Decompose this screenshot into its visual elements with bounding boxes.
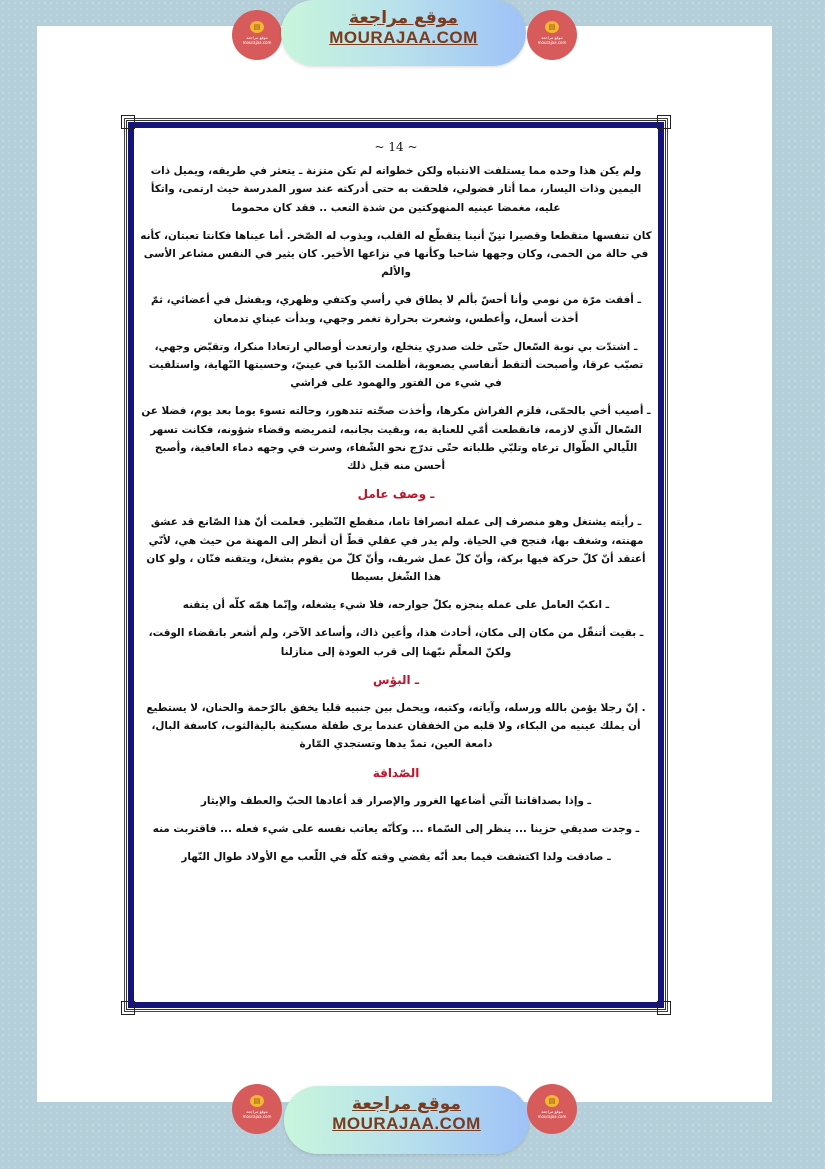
paragraph: ـ انكبّ العامل على عمله ينجزه بكلّ جوارحه، فلا شيء يشغله، وإنّما همّه كلّه أن يتقنه	[182, 599, 610, 612]
paragraph: ـ صادقت ولدا اكتشفت فيما بعد أنّه يقضي وقته كلّه في اللّعب مع الأولاد طوال النّهار	[181, 851, 611, 864]
document-content	[140, 138, 652, 877]
brand-logo-left[interactable]	[232, 1084, 282, 1134]
book-icon: ▤	[545, 21, 559, 33]
brand-domain[interactable]: MOURAJAA.COM	[332, 1114, 481, 1133]
brand-logo-left[interactable]	[232, 10, 282, 60]
frame-corner-ornament	[657, 115, 671, 129]
frame-corner-ornament	[121, 1001, 135, 1015]
frame-corner-ornament	[121, 115, 135, 129]
paragraph: ولم يكن هذا وحده مما يستلفت الانتباه ولكن خطواته لم تكن متزنة ـ يتعثر في طريقه، ويميل ذات اليمين وذات اليسار، مما أثار فضولي، فلحقت به حتى أدركته عند سور المدرسة حيث ارتمى، واتكأ عليه، مغمضا عينيه المنهوكتين من شدة التعب .. فقد كان محموما	[150, 165, 642, 214]
page-number: ~ 14 ~	[374, 140, 418, 154]
logo-caption-en: mourajaa.com	[242, 1114, 272, 1119]
paragraph: ـ أفقت مرّة من نومي وأنا أحسّ بألم لا يطاق في رأسي وكتفي وظهري، وبفشل في أعضائي، ثمّ أخذت أسعل، وأعطس، وشعرت بحرارة تغمر وجهي، وبدأت عيناي تدمعان	[150, 294, 641, 325]
paragraph: كان تنفسها متقطعا وقصيرا تنِنّ أنينا يتقطّع له القلب، ويذوب له الصّخر. أما عيناها فكانتا تعبتان، كأنه في حالة من الحمى، وكان وجهها شاحبا وكأنها في نزاعها الأخير. كان يثير في النفس مشاعر الأسى والألم	[140, 229, 652, 279]
bottom-brand-banner	[0, 1080, 825, 1150]
book-icon: ▤	[250, 1095, 264, 1107]
top-brand-banner	[0, 0, 825, 70]
logo-caption-ar: موقع مراجعة	[541, 1109, 563, 1114]
paragraph: ـ بقيت أتنقّل من مكان إلى مكان، أحادث هذا، وأعين ذاك، وأساعد الآخر، ولم أشعر بانقضاء الوقت، ولكنّ المعلّم نبّهنا إلى قرب العودة إلى منازلنا	[148, 627, 644, 658]
paragraph: ـ وجدت صديقي حزينا ... ينظر إلى السّماء ... وكأنّه يعاتب نفسه على شيء فعله ... فاقتربت منه	[152, 823, 640, 836]
section-heading: ـ البؤس	[373, 672, 419, 687]
paragraph: ـ اشتدّت بي نوبة السّعال حتّى خلت صدري ينخلع، وارتعدت أوصالي ارتعادا منكرا، وتقبّض وجهي، تصبّب عرقا، وأصبحت ألتقط أنفاسي بصعوبة، أظلمت الدّنيا في عينيّ، وحسبتها النّهاية، واستلقيت في شيء من الفتور والهمود على فراشي	[148, 340, 644, 390]
logo-caption-en: mourajaa.com	[242, 40, 272, 45]
book-icon: ▤	[545, 1095, 559, 1107]
logo-caption-ar: موقع مراجعة	[541, 35, 563, 40]
section-heading: ـ وصف عامل	[357, 487, 435, 502]
brand-logo-right[interactable]	[527, 1084, 577, 1134]
frame-corner-ornament	[657, 1001, 671, 1015]
content-blocks	[140, 162, 652, 866]
brand-logo-right[interactable]	[527, 10, 577, 60]
paragraph: ـ رأيته يشتغل وهو منصرف إلى عمله انصرافا تاما، منقطع النّظير. فعلمت أنّ هذا الصّانع قد عشق مهنته، وشغف بها، فنجح في الحياة. ولم يدر في عقلي قطّ أن أنظر إلى المهنة من حيث هي، لأنّي أعتقد أنّ كلّ حركة فيها بركة، وأنّ كلّ عمل شريف، وأنّ كلّ من يقوم بشغل، ويتقنه فنّان ، ولو كان هذا الشّغل بسيطا	[146, 516, 646, 584]
brand-link[interactable]	[284, 1086, 529, 1154]
paragraph: ـ أصيب أخي بالحمّى، فلزم الفراش مكرها، وأخذت صحّته تتدهور، وحالته تسوء يوما بعد يوم، فضلا عن السّعال الّذي لازمه، فانقطعت أمّي للعناية به، وبقيت بجانبه، لتمريضه وقضاء شؤونه، فكانت تسهر اللّيالي الطّوال ترعاه وتلبّي طلباته حتّى تدرّج نحو الشّفاء، وسرت في وجهه دماء العافية، وأصبح أحسن منه قبل ذلك	[141, 405, 651, 473]
logo-caption-en: mourajaa.com	[537, 40, 567, 45]
logo-caption-en: mourajaa.com	[537, 1114, 567, 1119]
brand-arabic-name[interactable]: موقع مراجعة	[349, 8, 458, 28]
brand-link[interactable]	[281, 0, 526, 66]
paragraph: ـ وإذا بصداقاتنا الّتي أضاعها الغرور والإصرار قد أعادها الحبّ والعطف والإيثار	[200, 794, 592, 807]
paragraph: . إنّ رجلا يؤمن بالله ورسله، وآياته، وكتبه، ويحمل بين جنبيه قلبا يخفق بالرّحمة والحنان، لا يستطيع أن يملك عينيه من البكاء، ولا قلبه من الخفقان عندما يرى طفلة مسكينة باليةالثوب، كاسفة البال، دامعة العين، تمدّ يدها وتستجدي المّارة	[146, 702, 646, 751]
book-icon: ▤	[250, 21, 264, 33]
logo-caption-ar: موقع مراجعة	[246, 1109, 268, 1114]
brand-arabic-name[interactable]: موقع مراجعة	[352, 1094, 461, 1114]
logo-caption-ar: موقع مراجعة	[246, 35, 268, 40]
section-heading: الصّداقة	[372, 765, 420, 780]
brand-domain[interactable]: MOURAJAA.COM	[329, 28, 478, 47]
